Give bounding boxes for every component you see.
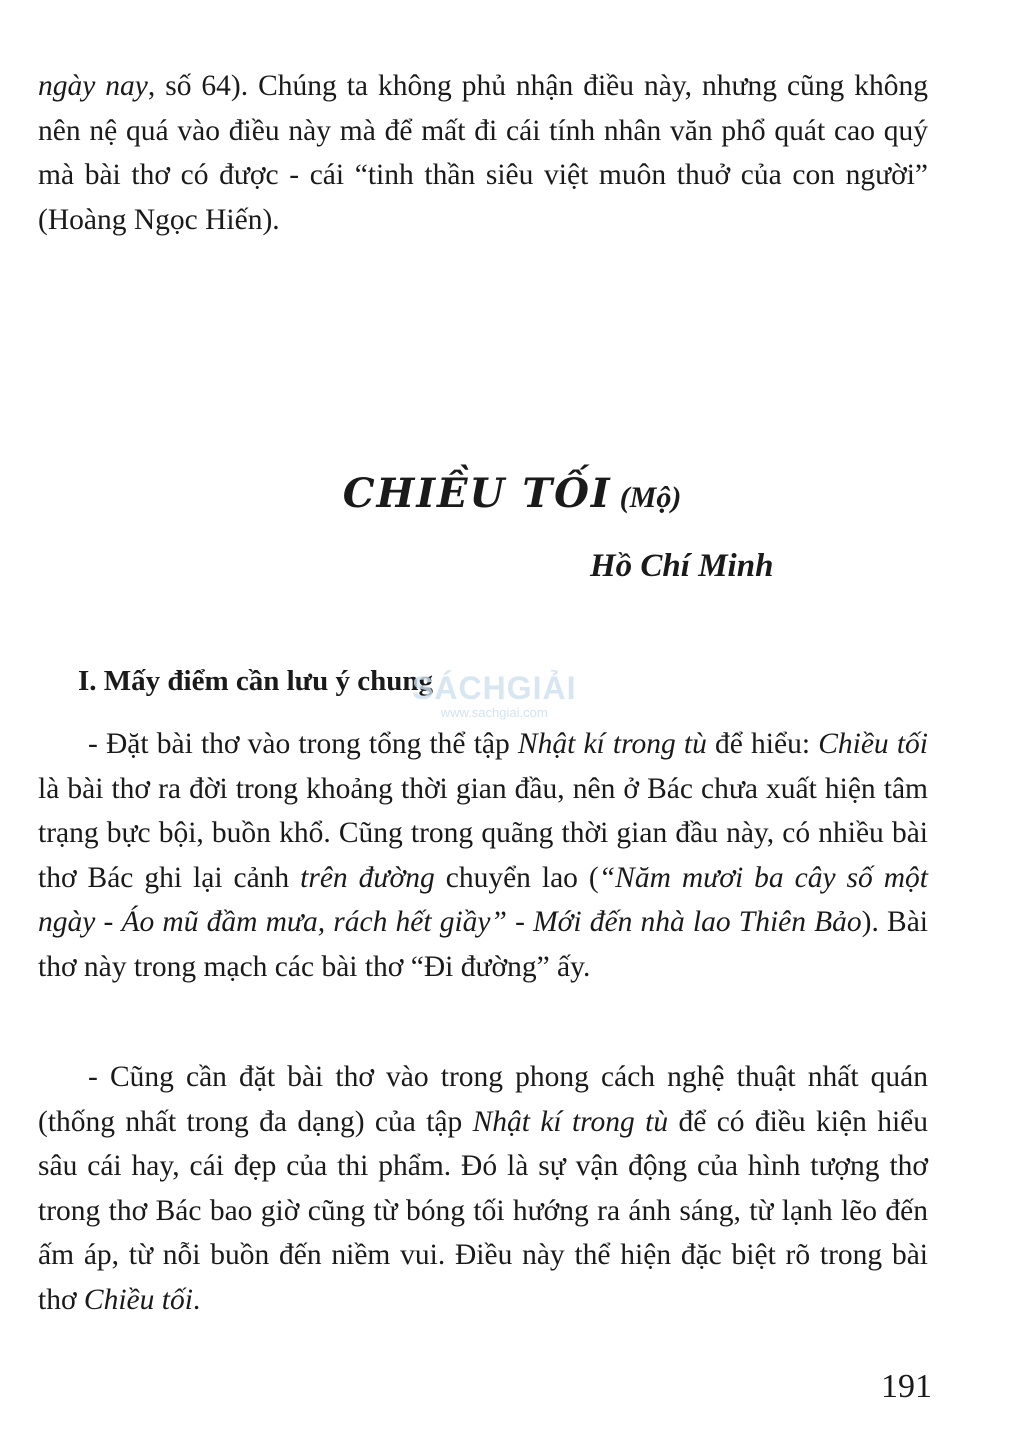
section-heading: I. Mấy điểm cần lưu ý chung [78,665,433,697]
text-run: . [192,1283,201,1316]
text-run: để hiểu: [706,728,819,760]
text-run: chuyển lao ( [434,861,599,894]
italic-run: trên đường [300,861,435,894]
italic-run: Nhật kí trong tù [517,728,707,760]
poem-title-sub: (Mộ) [619,481,682,514]
watermark-logo [412,672,576,719]
italic-run: Chiều tối [83,1283,193,1316]
watermark-url: www.sachgiai.com [440,705,548,720]
text-run: để có điều kiện hiểu sâu cái hay, cái đẹp của thi phẩm. Đó là sự vận động của hình tượng thơ trong thơ Bác bao giờ cũng từ bóng tối hướng ra ánh sáng, từ lạnh lẽo đến ấm áp, từ nỗi buồn đến niềm vui. Điều này thể hiện đặc biệt rõ trong bài thơ [38,1105,928,1316]
watermark-title: SÁCHGIẢI [412,670,577,706]
paragraph-context [38,722,928,989]
text-run: - Đặt bài thơ vào trong tổng thể tập [88,728,518,760]
text-run: ). Bài thơ này trong mạch các bài thơ “Đi đường” ấy. [38,906,928,983]
page-number: 191 [881,1368,932,1405]
text-run: là bài thơ ra đời trong khoảng thời gian đầu, nên ở Bác chưa xuất hiện tâm trạng bực bội, buồn khổ. Cũng trong quãng thời gian đầu này, có nhiều bài thơ Bác ghi lại cảnh [38,772,928,894]
italic-run: Chiều tối [818,728,928,760]
paragraph-continuation [38,64,928,242]
paragraph-text: , số 64). Chúng ta không phủ nhận điều này, nhưng cũng không nên nệ quá vào điều này mà để mất đi cái tính nhân văn phổ quát cao quý mà bài thơ có được - cái “tinh thần siêu việt muôn thuở của con người” (Hoàng Ngọc Hiến). [38,70,928,236]
text-run: - Cũng cần đặt bài thơ vào trong phong cách nghệ thuật nhất quán (thống nhất trong đa dạng) của tập [38,1061,928,1138]
italic-source: ngày nay [38,70,148,102]
author-name: Hồ Chí Minh [590,548,774,584]
paragraph-style [38,1055,928,1322]
italic-quote: “Năm mươi ba cây số một ngày - Áo mũ đầm mưa, rách hết giầy” - Mới đến nhà lao Thiên Bảo [38,861,928,938]
italic-run: Nhật kí trong tù [472,1105,669,1138]
poem-title-main: CHIỀU TỐI [342,470,612,517]
poem-title [0,470,1024,517]
